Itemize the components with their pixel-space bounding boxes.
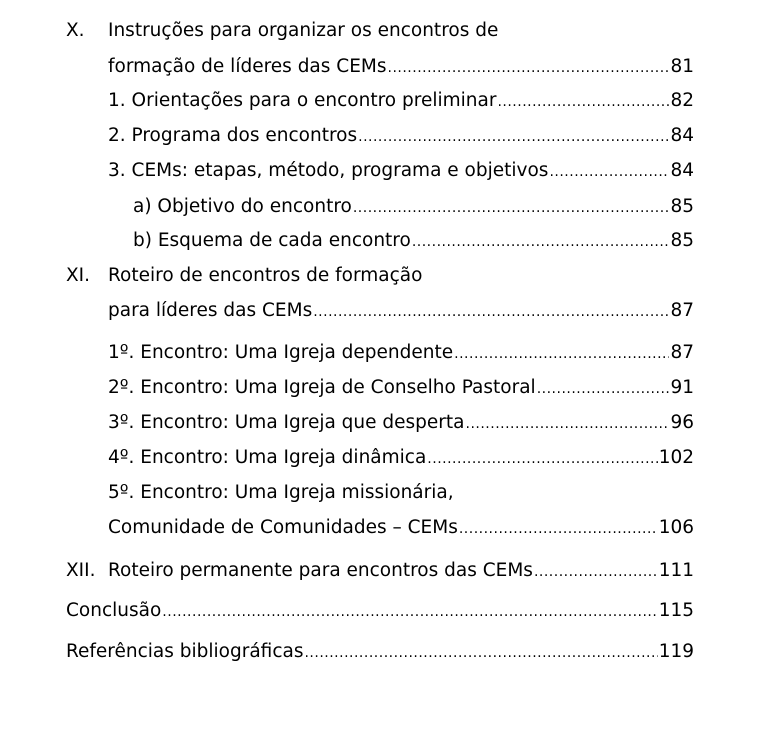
dot-leader xyxy=(459,515,658,542)
item-title: a) Objetivo do encontro xyxy=(133,196,352,217)
item-title: 2º. Encontro: Uma Igreja de Conselho Pastoral xyxy=(108,377,536,398)
dot-leader xyxy=(537,375,670,402)
chapter-title: Roteiro permanente para encontros das CEMs xyxy=(108,560,533,581)
toc-entry-x xyxy=(0,18,780,44)
item-title-cont: Comunidade de Comunidades – CEMs xyxy=(108,517,458,538)
toc-item xyxy=(0,158,780,184)
toc-entry-xi xyxy=(0,263,780,289)
toc-item-cont xyxy=(0,515,780,541)
dot-leader xyxy=(388,54,670,81)
toc-item xyxy=(0,340,780,366)
page-number: 102 xyxy=(658,447,694,468)
dot-leader xyxy=(497,88,669,115)
page-number: 115 xyxy=(658,600,694,621)
toc-item xyxy=(0,123,780,149)
item-title: 1º. Encontro: Uma Igreja dependente xyxy=(108,342,454,363)
toc-item xyxy=(0,194,780,220)
item-title: 4º. Encontro: Uma Igreja dinâmica xyxy=(108,447,427,468)
dot-leader xyxy=(353,194,670,221)
dot-leader xyxy=(534,558,658,585)
chapter-number: XI. xyxy=(66,265,91,286)
page-number: 87 xyxy=(670,300,694,321)
toc-item xyxy=(0,375,780,401)
dot-leader xyxy=(313,298,669,325)
item-title: 3. CEMs: etapas, método, programa e objetivos xyxy=(108,160,549,181)
page-number: 87 xyxy=(670,342,694,363)
page-number: 85 xyxy=(670,196,694,217)
entry-title: Conclusão xyxy=(66,600,162,621)
toc-item xyxy=(0,480,780,506)
dot-leader xyxy=(466,410,670,437)
page-number: 96 xyxy=(670,412,694,433)
page-number: 91 xyxy=(670,377,694,398)
page-number: 85 xyxy=(670,230,694,251)
chapter-number: X. xyxy=(66,20,85,41)
toc-entry-x-cont xyxy=(0,54,780,80)
chapter-title: Roteiro de encontros de formação xyxy=(108,265,423,286)
page-number: 82 xyxy=(670,90,694,111)
item-title: 3º. Encontro: Uma Igreja que desperta xyxy=(108,412,465,433)
item-title: 5º. Encontro: Uma Igreja missionária, xyxy=(108,482,454,503)
chapter-title-cont: para líderes das CEMs xyxy=(108,300,313,321)
toc-item xyxy=(0,228,780,254)
chapter-title-cont: formação de líderes das CEMs xyxy=(108,56,387,77)
toc-item xyxy=(0,445,780,471)
dot-leader xyxy=(454,340,669,367)
dot-leader xyxy=(358,123,669,150)
dot-leader xyxy=(304,639,657,666)
dot-leader xyxy=(162,598,657,625)
toc-entry-xii xyxy=(0,558,780,584)
chapter-number: XII. xyxy=(66,560,96,581)
toc-entry-xi-cont xyxy=(0,298,780,324)
page-number: 111 xyxy=(658,560,694,581)
toc-item xyxy=(0,410,780,436)
dot-leader xyxy=(427,445,657,472)
entry-title: Referências bibliográficas xyxy=(66,641,304,662)
dot-leader xyxy=(549,158,669,185)
chapter-title: Instruções para organizar os encontros de xyxy=(108,20,499,41)
item-title: b) Esquema de cada encontro xyxy=(133,230,411,251)
item-title: 1. Orientações para o encontro preliminar xyxy=(108,90,497,111)
page-number: 119 xyxy=(658,641,694,662)
toc-entry-referencias xyxy=(0,639,780,665)
toc-item xyxy=(0,88,780,114)
item-title: 2. Programa dos encontros xyxy=(108,125,358,146)
page-number: 81 xyxy=(670,56,694,77)
page-number: 84 xyxy=(670,125,694,146)
toc-entry-conclusao xyxy=(0,598,780,624)
dot-leader xyxy=(412,228,670,255)
page-number: 106 xyxy=(658,517,694,538)
page-number: 84 xyxy=(670,160,694,181)
